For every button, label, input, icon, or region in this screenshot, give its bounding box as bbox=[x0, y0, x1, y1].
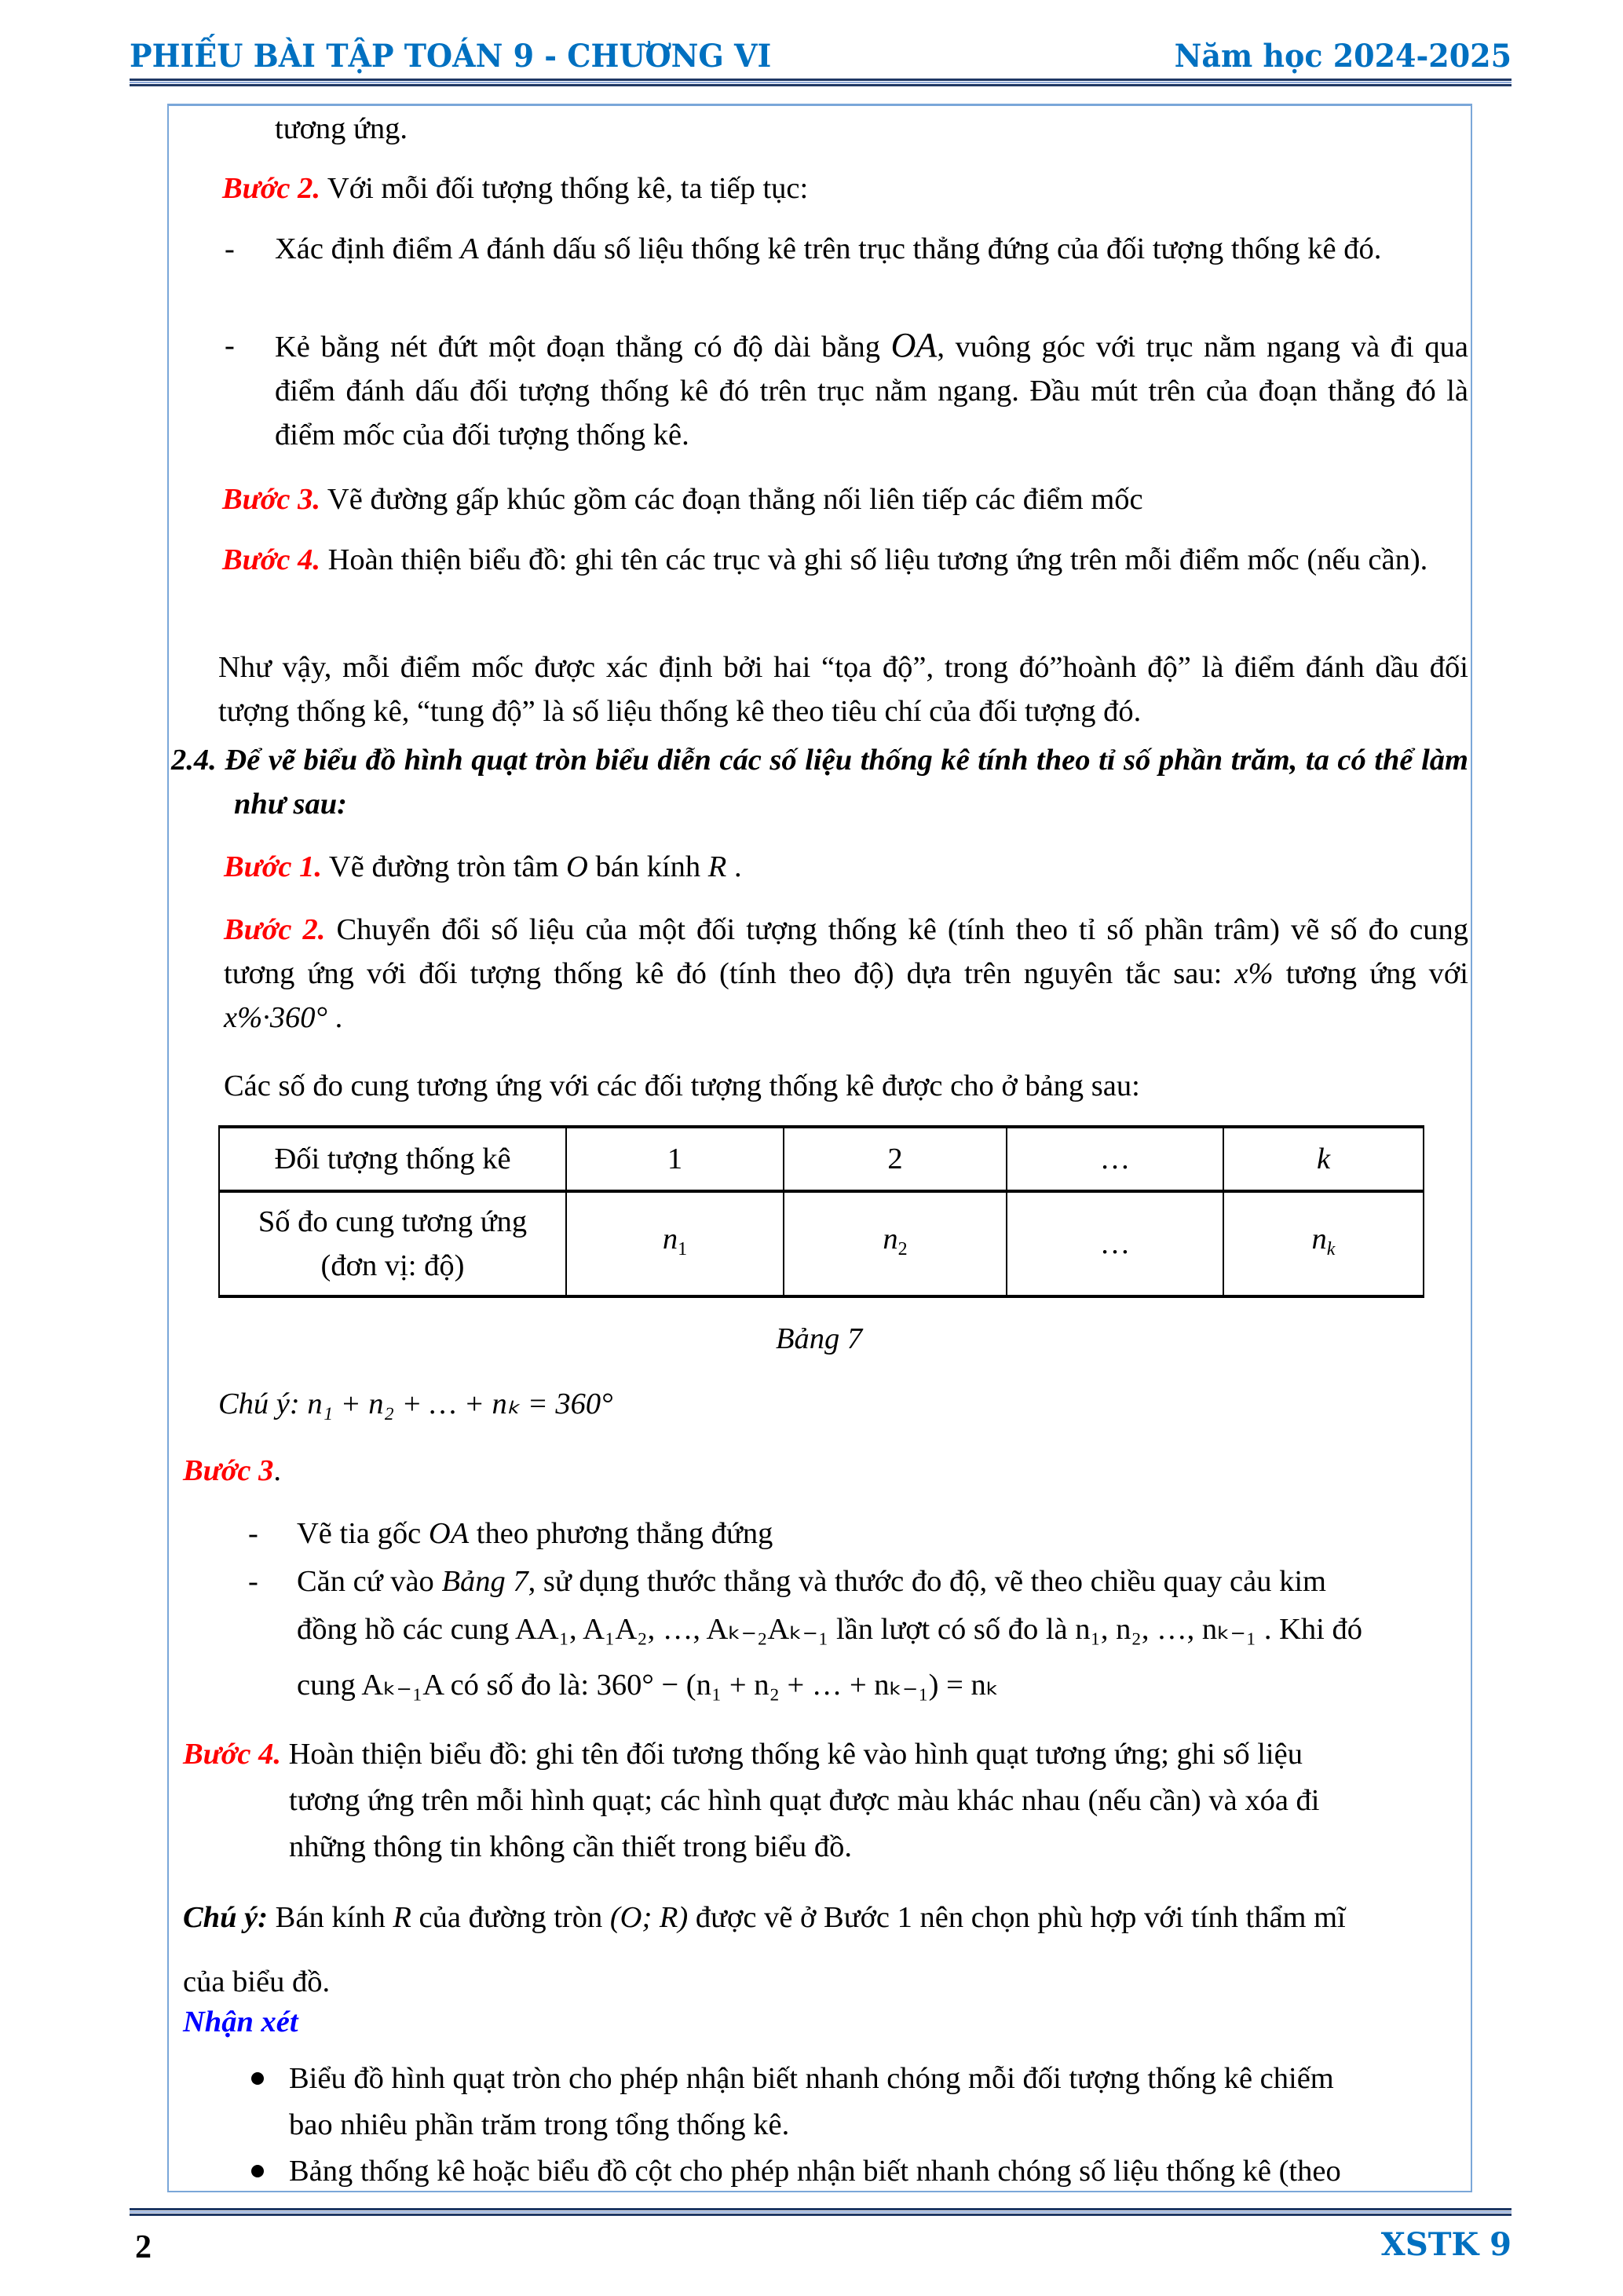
remark-item-2: Bảng thống kê hoặc biểu đồ cột cho phép nhận biết nhanh chóng số liệu thống kê (theo bbox=[289, 2155, 1341, 2188]
step-text: Hoàn thiện biểu đồ: ghi tên các trục và ghi số liệu tương ứng trên mỗi điểm mốc (nếu cần). bbox=[320, 543, 1428, 576]
pie-step-1 bbox=[224, 845, 742, 889]
pie-section-heading bbox=[171, 738, 1468, 826]
page-header bbox=[130, 31, 1512, 79]
worksheet-title: PHIẾU BÀI TẬP TOÁN 9 - CHƯƠNG VI bbox=[130, 38, 772, 75]
table-cell: … bbox=[1007, 1191, 1223, 1296]
text: Căn cứ vào bbox=[297, 1565, 442, 1598]
dash-bullet: - bbox=[248, 1565, 258, 1598]
subscript: k bbox=[1326, 1238, 1336, 1260]
note-label: Chú ý: bbox=[218, 1387, 300, 1420]
pie-note bbox=[218, 1382, 613, 1426]
text: của đường tròn bbox=[411, 1901, 610, 1934]
table-cell bbox=[1223, 1191, 1424, 1296]
math-R: R bbox=[707, 850, 727, 883]
line-step-2-item-2 bbox=[275, 324, 1468, 457]
table-header-cell: Đối tượng thống kê bbox=[219, 1127, 566, 1191]
remarks-heading: Nhận xét bbox=[183, 2005, 298, 2038]
text: Chuyển đổi số liệu của một đối tượng thống kê (tính theo tỉ số phần trâm) vẽ số đo cung tương ứng với đối tượng thống kê đó (tính theo độ) dựa trên nguyên tắc sau: bbox=[224, 913, 1468, 990]
text: . bbox=[327, 1001, 343, 1034]
math-x-percent: x% bbox=[1234, 957, 1274, 990]
step-label: Bước 1. bbox=[224, 850, 322, 883]
pie-step-3 bbox=[183, 1449, 281, 1493]
line-step-3 bbox=[222, 477, 1143, 521]
text: tương ứng với bbox=[1273, 957, 1468, 990]
step-label: Bước 2. bbox=[222, 172, 320, 205]
pie-note-2 bbox=[183, 1896, 1346, 1940]
step-text: Vẽ đường gấp khúc gồm các đoạn thẳng nối liên tiếp các điểm mốc bbox=[320, 483, 1143, 516]
math-A: A bbox=[460, 232, 479, 265]
header-rule bbox=[130, 79, 1512, 86]
pie-step-3-item-2-line-3: cung Aₖ₋₁A có số đo là: 360° − (n₁ + n₂ + … + nₖ₋₁) = nₖ bbox=[297, 1669, 1000, 1702]
continued-text: tương ứng. bbox=[275, 112, 408, 145]
text: đánh dấu số liệu thống kê trên trục thẳng đứng của đối tượng thống kê đó. bbox=[478, 232, 1382, 265]
step-text: Hoàn thiện biểu đồ: ghi tên đối tương thống kê vào hình quạt tương ứng; ghi số liệu bbox=[281, 1738, 1303, 1771]
table-cell: … bbox=[1007, 1127, 1223, 1191]
table-caption: Bảng 7 bbox=[776, 1322, 863, 1355]
line-step-2 bbox=[222, 166, 808, 210]
table-reference: Bảng 7 bbox=[441, 1565, 528, 1598]
text: , sử dụng thước thẳng và thước đo độ, vẽ theo chiều quay cảu kim bbox=[528, 1565, 1326, 1598]
line-summary: Như vậy, mỗi điểm mốc được xác định bởi hai “tọa độ”, trong đó”hoành độ” là điểm đánh dầu đối tượng thống kê, “tung độ” là số liệu thống kê theo tiêu chí của đối tượng đó. bbox=[218, 651, 1468, 728]
subscript: 2 bbox=[897, 1238, 908, 1260]
arc-measure-table bbox=[218, 1125, 1424, 1298]
pie-step-2 bbox=[224, 908, 1468, 1040]
bullet-icon bbox=[251, 2165, 264, 2177]
text: . bbox=[726, 850, 742, 883]
pie-step-4-line-2: tương ứng trên mỗi hình quạt; các hình quạt được màu khác nhau (nếu cần) và xóa đi bbox=[289, 1784, 1320, 1817]
pie-step-3-item-2-line-2: đồng hồ các cung AA₁, A₁A₂, …, Aₖ₋₂Aₖ₋₁ lần lượt có số đo là n₁, n₂, …, nₖ₋₁ . Khi đó bbox=[297, 1613, 1362, 1646]
math-circle-OR: (O; R) bbox=[609, 1901, 689, 1934]
note-formula: n₁ + n₂ + … + nₖ = 360° bbox=[307, 1387, 613, 1420]
pie-step-3-item-2 bbox=[297, 1559, 1326, 1603]
dash-bullet: - bbox=[225, 329, 235, 362]
subscript: 1 bbox=[678, 1238, 688, 1260]
text: được vẽ ở Bước 1 nên chọn phù hợp với tính thẩm mĩ bbox=[688, 1901, 1346, 1934]
document-code: XSTK 9 bbox=[1380, 2226, 1512, 2263]
table-row bbox=[219, 1191, 1424, 1296]
school-year: Năm học 2024-2025 bbox=[1174, 38, 1512, 75]
header-line: Số đo cung tương ứng bbox=[258, 1205, 528, 1238]
step-text: Với mỗi đối tượng thống kê, ta tiếp tục: bbox=[320, 172, 809, 205]
text: bán kính bbox=[587, 850, 708, 883]
pie-step-3-item-1 bbox=[297, 1512, 773, 1556]
pie-step-4-line-3: những thông tin không cần thiết trong biểu đồ. bbox=[289, 1830, 852, 1863]
var-n: n bbox=[662, 1222, 678, 1256]
var-n: n bbox=[883, 1222, 898, 1256]
table-row bbox=[219, 1127, 1424, 1191]
text: Xác định điểm bbox=[275, 232, 461, 265]
header-line: (đơn vị: độ) bbox=[320, 1249, 465, 1282]
step-label: Bước 3 bbox=[183, 1454, 274, 1487]
pie-note-2-line-2: của biểu đồ. bbox=[183, 1965, 331, 1998]
table-cell: k bbox=[1223, 1127, 1424, 1191]
note-label: Chú ý: bbox=[183, 1901, 269, 1934]
text: theo phương thẳng đứng bbox=[469, 1517, 773, 1550]
step-label: Bước 3. bbox=[222, 483, 320, 516]
math-O: O bbox=[566, 850, 588, 883]
page-number: 2 bbox=[135, 2229, 152, 2265]
table-cell: 1 bbox=[566, 1127, 784, 1191]
remark-item-1: Biểu đồ hình quạt tròn cho phép nhận biết nhanh chóng mỗi đối tượng thống kê chiếm bbox=[289, 2062, 1334, 2095]
bullet-icon bbox=[251, 2072, 264, 2085]
footer-rule bbox=[130, 2208, 1512, 2216]
step-label: Bước 4. bbox=[222, 543, 320, 576]
dash-bullet: - bbox=[225, 232, 235, 265]
math-OA: OA bbox=[428, 1517, 470, 1550]
heading-text: 2.4. Để vẽ biểu đồ hình quạt tròn biểu diễn các số liệu thống kê tính theo tỉ số phần trăm, ta có thể làm như sau: bbox=[171, 744, 1468, 821]
line-step-2-item-1 bbox=[275, 227, 1468, 271]
var-n: n bbox=[1311, 1222, 1327, 1256]
table-intro: Các số đo cung tương ứng với các đối tượng thống kê được cho ở bảng sau: bbox=[224, 1069, 1140, 1102]
text: Bán kính bbox=[268, 1901, 393, 1934]
remark-item-1-line-2: bao nhiêu phần trăm trong tổng thống kê. bbox=[289, 2108, 790, 2141]
text: Vẽ đường tròn tâm bbox=[322, 850, 567, 883]
text: Vẽ tia gốc bbox=[297, 1517, 429, 1550]
math-OA: OA bbox=[890, 326, 938, 364]
table-header-cell bbox=[219, 1191, 566, 1296]
pie-step-4 bbox=[183, 1732, 1303, 1776]
math-formula: x%·360° bbox=[224, 1001, 327, 1034]
text: . bbox=[273, 1454, 281, 1487]
dash-bullet: - bbox=[248, 1517, 258, 1550]
table-cell: 2 bbox=[784, 1127, 1007, 1191]
step-label: Bước 2. bbox=[224, 913, 326, 946]
table-cell bbox=[566, 1191, 784, 1296]
step-label: Bước 4. bbox=[183, 1738, 281, 1771]
line-step-4 bbox=[222, 538, 1468, 582]
text: Kẻ bằng nét đứt một đoạn thẳng có độ dài bằng bbox=[275, 331, 891, 364]
text: , vuông góc với trục nằm ngang và đi qua điểm đánh dấu đối tượng thống kê đó trên trục nằm ngang. Đầu mút trên của đoạn thẳng đó là điểm mốc của đối tượng thống kê. bbox=[275, 331, 1468, 452]
table-cell bbox=[784, 1191, 1007, 1296]
math-R: R bbox=[393, 1901, 411, 1934]
